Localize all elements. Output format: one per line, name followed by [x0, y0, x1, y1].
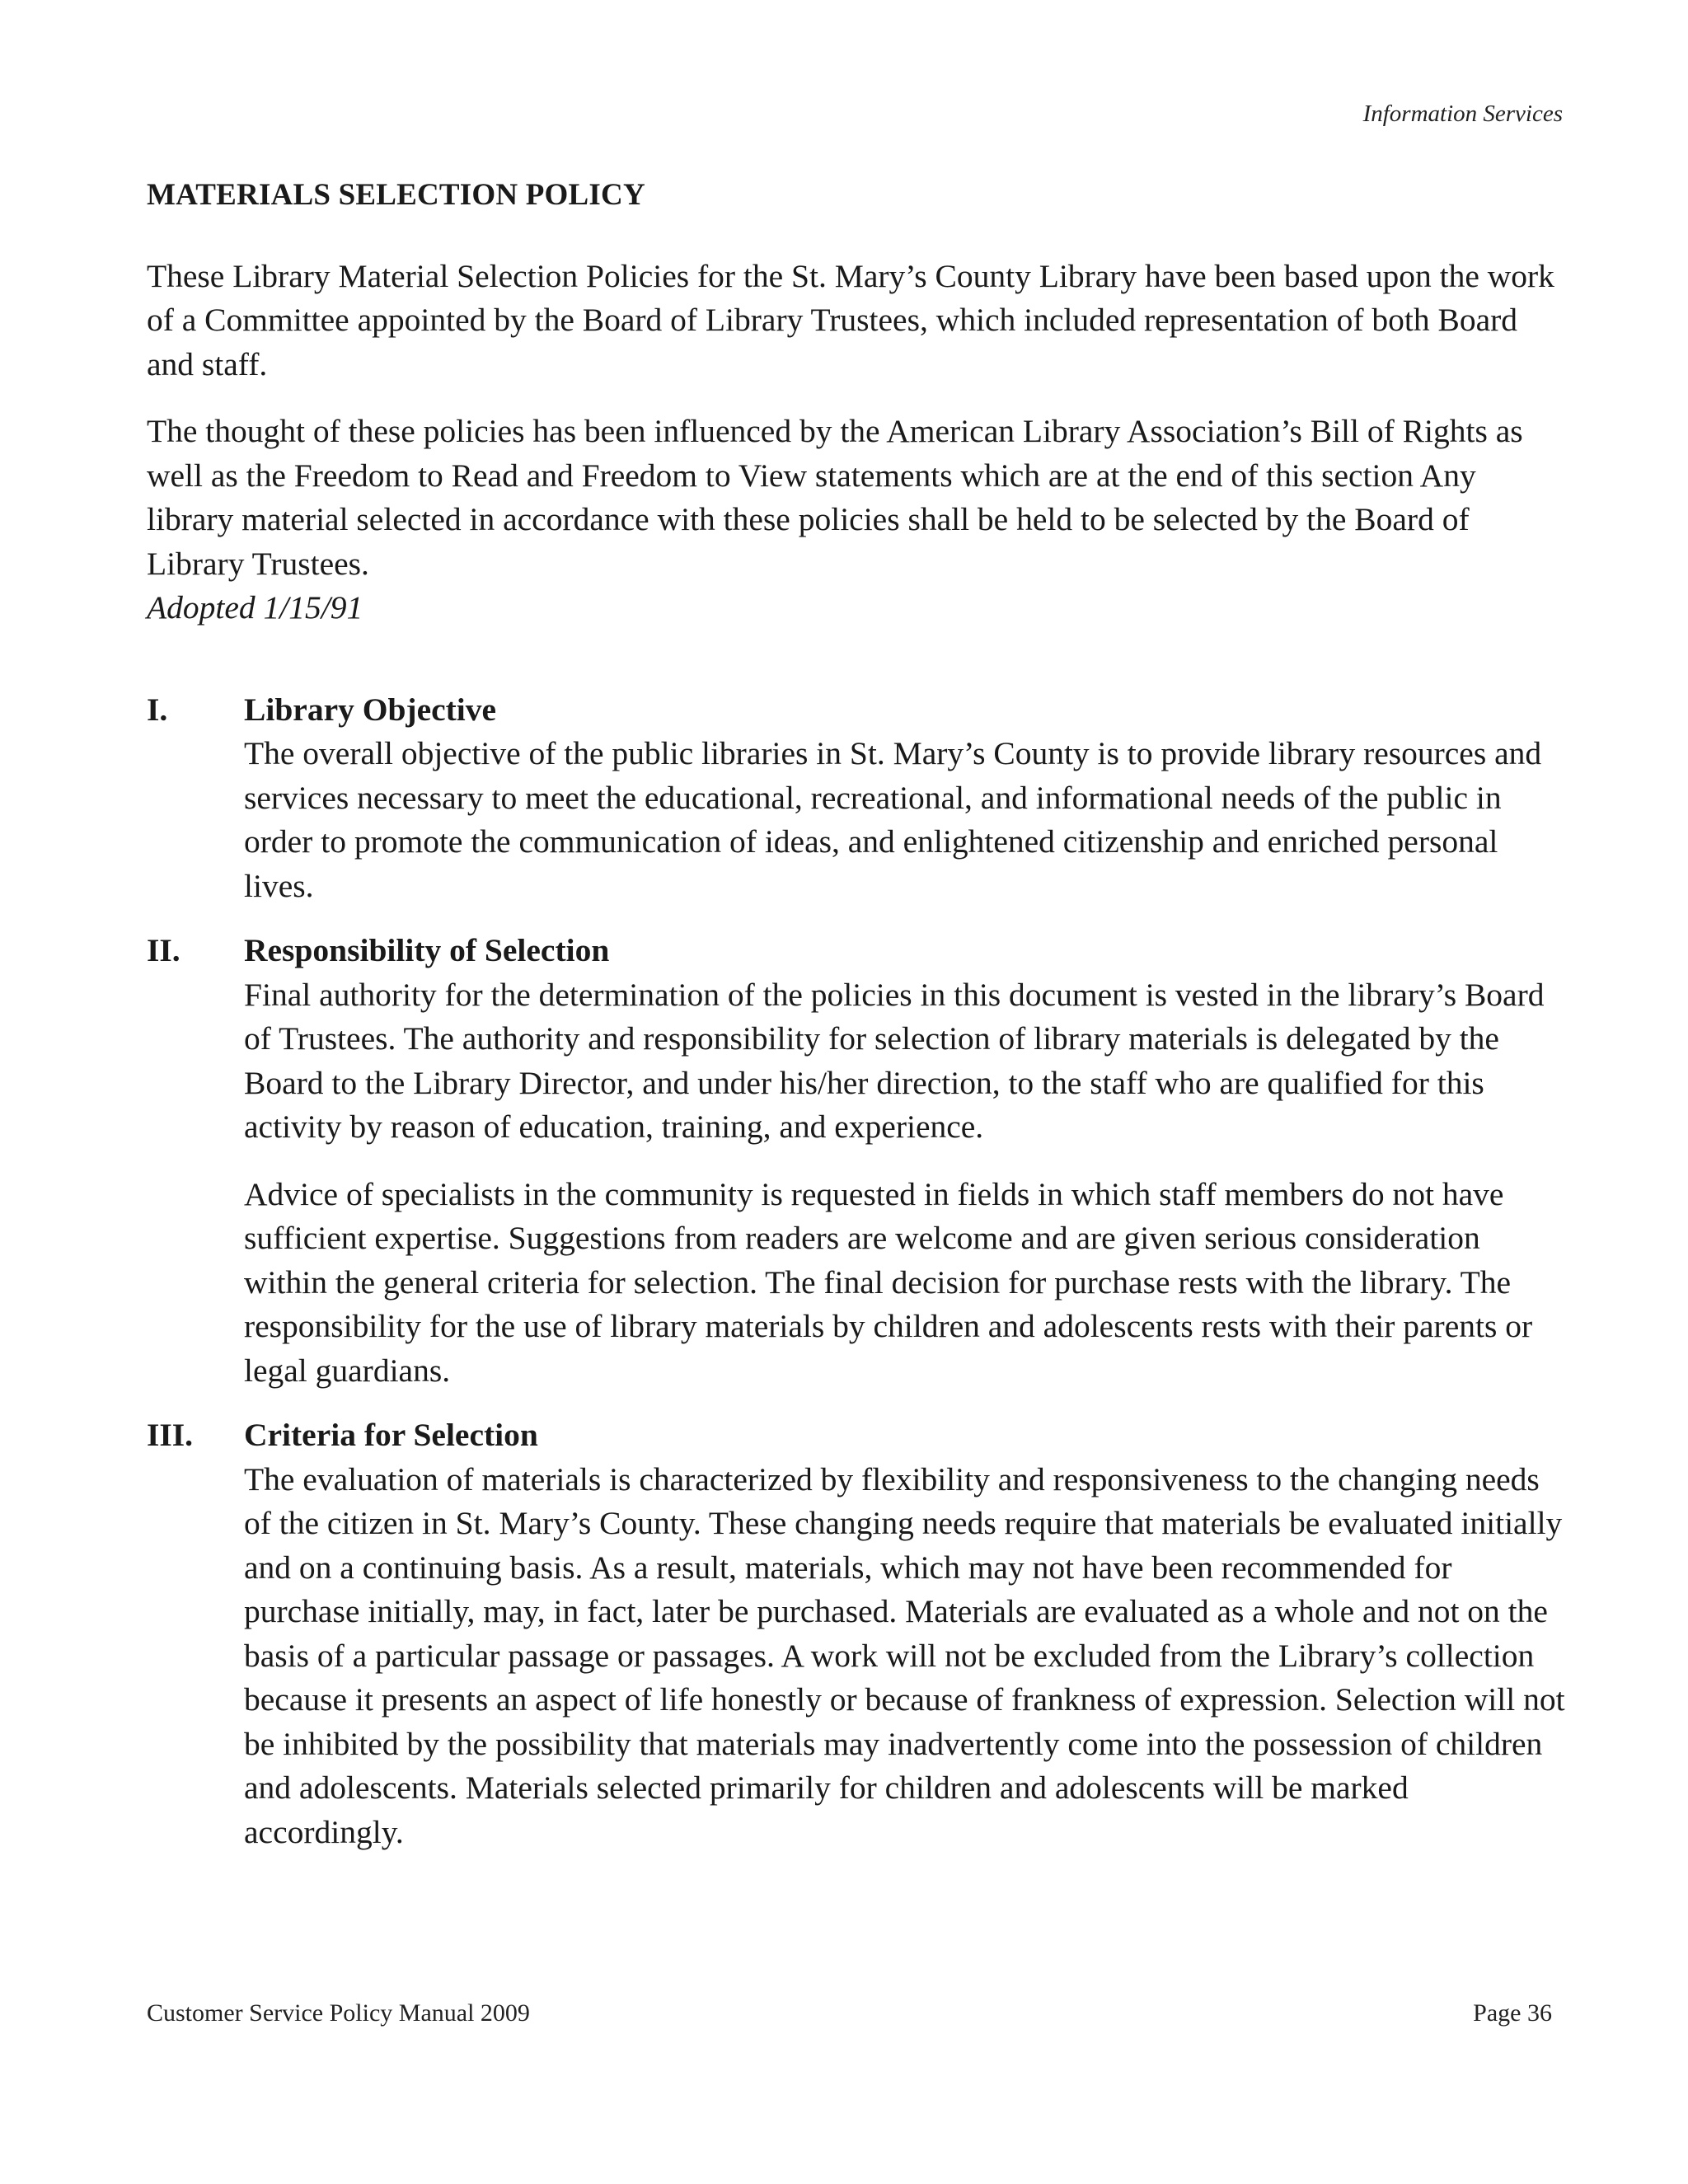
section-paragraph: The evaluation of materials is characterized by flexibility and responsiveness to the changing needs of the citizen in St. Mary’s County. These changing needs require that materials be evaluated initially and on a continuing basis. As a result, materials, which may not have been recommended for purchase initially, may, in fact, later be purchased. Materials are evaluated as a whole and not on the basis of a particular passage or passages. A work will not be excluded from the Library’s collection because it presents an aspect of life honestly or because of frankness of expression. Selection will not be inhibited by the possibility that materials may inadvertently come into the possession of children and adolescents. Materials selected primarily for children and adolescents will be marked accordingly. [244, 1460, 1565, 1850]
section-heading: Responsibility of Selection [244, 932, 610, 968]
section-heading: Criteria for Selection [244, 1417, 538, 1453]
page-number: Page 36 [1473, 1999, 1552, 2027]
section-criteria-for-selection [147, 1413, 1568, 1854]
section-number: II. [147, 932, 181, 968]
section-heading: Library Objective [244, 691, 497, 728]
section-body [244, 929, 1568, 1393]
section-number: III. [147, 1417, 193, 1453]
section-paragraph: Advice of specialists in the community is requested in fields in which staff members do not have sufficient expertise. Suggestions from readers are welcome and are given serious consideration within the general criteria for selection. The final decision for purchase rests with the library. The responsibility for the use of library materials by children and adolescents rests with their parents or legal guardians. [244, 1175, 1533, 1389]
running-footer [147, 1999, 1552, 2027]
document-body [147, 173, 1568, 1875]
section-body [244, 688, 1568, 909]
intro-paragraph-2: The thought of these policies has been influenced by the American Library Association’s Bill of Rights as well as the Freedom to Read and Freedom to View statements which are at the end of this section Any library material selected in accordance with these policies shall be held to be selected by the Board of Library Trustees. [147, 413, 1523, 582]
section-paragraph: Final authority for the determination of the policies in this document is vested in the library’s Board of Trustees. The authority and responsibility for selection of library materials is delegated by the Board to the Library Director, and under his/her direction, to the staff who are qualified for this activity by reason of education, training, and experience. [244, 976, 1545, 1145]
adopted-date: Adopted 1/15/91 [147, 589, 363, 626]
section-paragraph: The overall objective of the public libraries in St. Mary’s County is to provide library resources and services necessary to meet the educational, recreational, and informational needs of the public in order to promote the communication of ideas, and enlightened citizenship and enriched personal lives. [244, 735, 1542, 904]
footer-manual-title: Customer Service Policy Manual 2009 [147, 1999, 530, 2027]
page-title: MATERIALS SELECTION POLICY [147, 178, 645, 212]
section-library-objective [147, 688, 1568, 909]
intro-paragraph-1: These Library Material Selection Policies for the St. Mary’s County Library have been based upon the work of a Committee appointed by the Board of Library Trustees, which included representation of both Board and staff. [147, 257, 1554, 382]
section-body [244, 1413, 1568, 1854]
section-number: I. [147, 691, 168, 728]
running-header: Information Services [1362, 101, 1563, 127]
section-responsibility-of-selection [147, 929, 1568, 1393]
